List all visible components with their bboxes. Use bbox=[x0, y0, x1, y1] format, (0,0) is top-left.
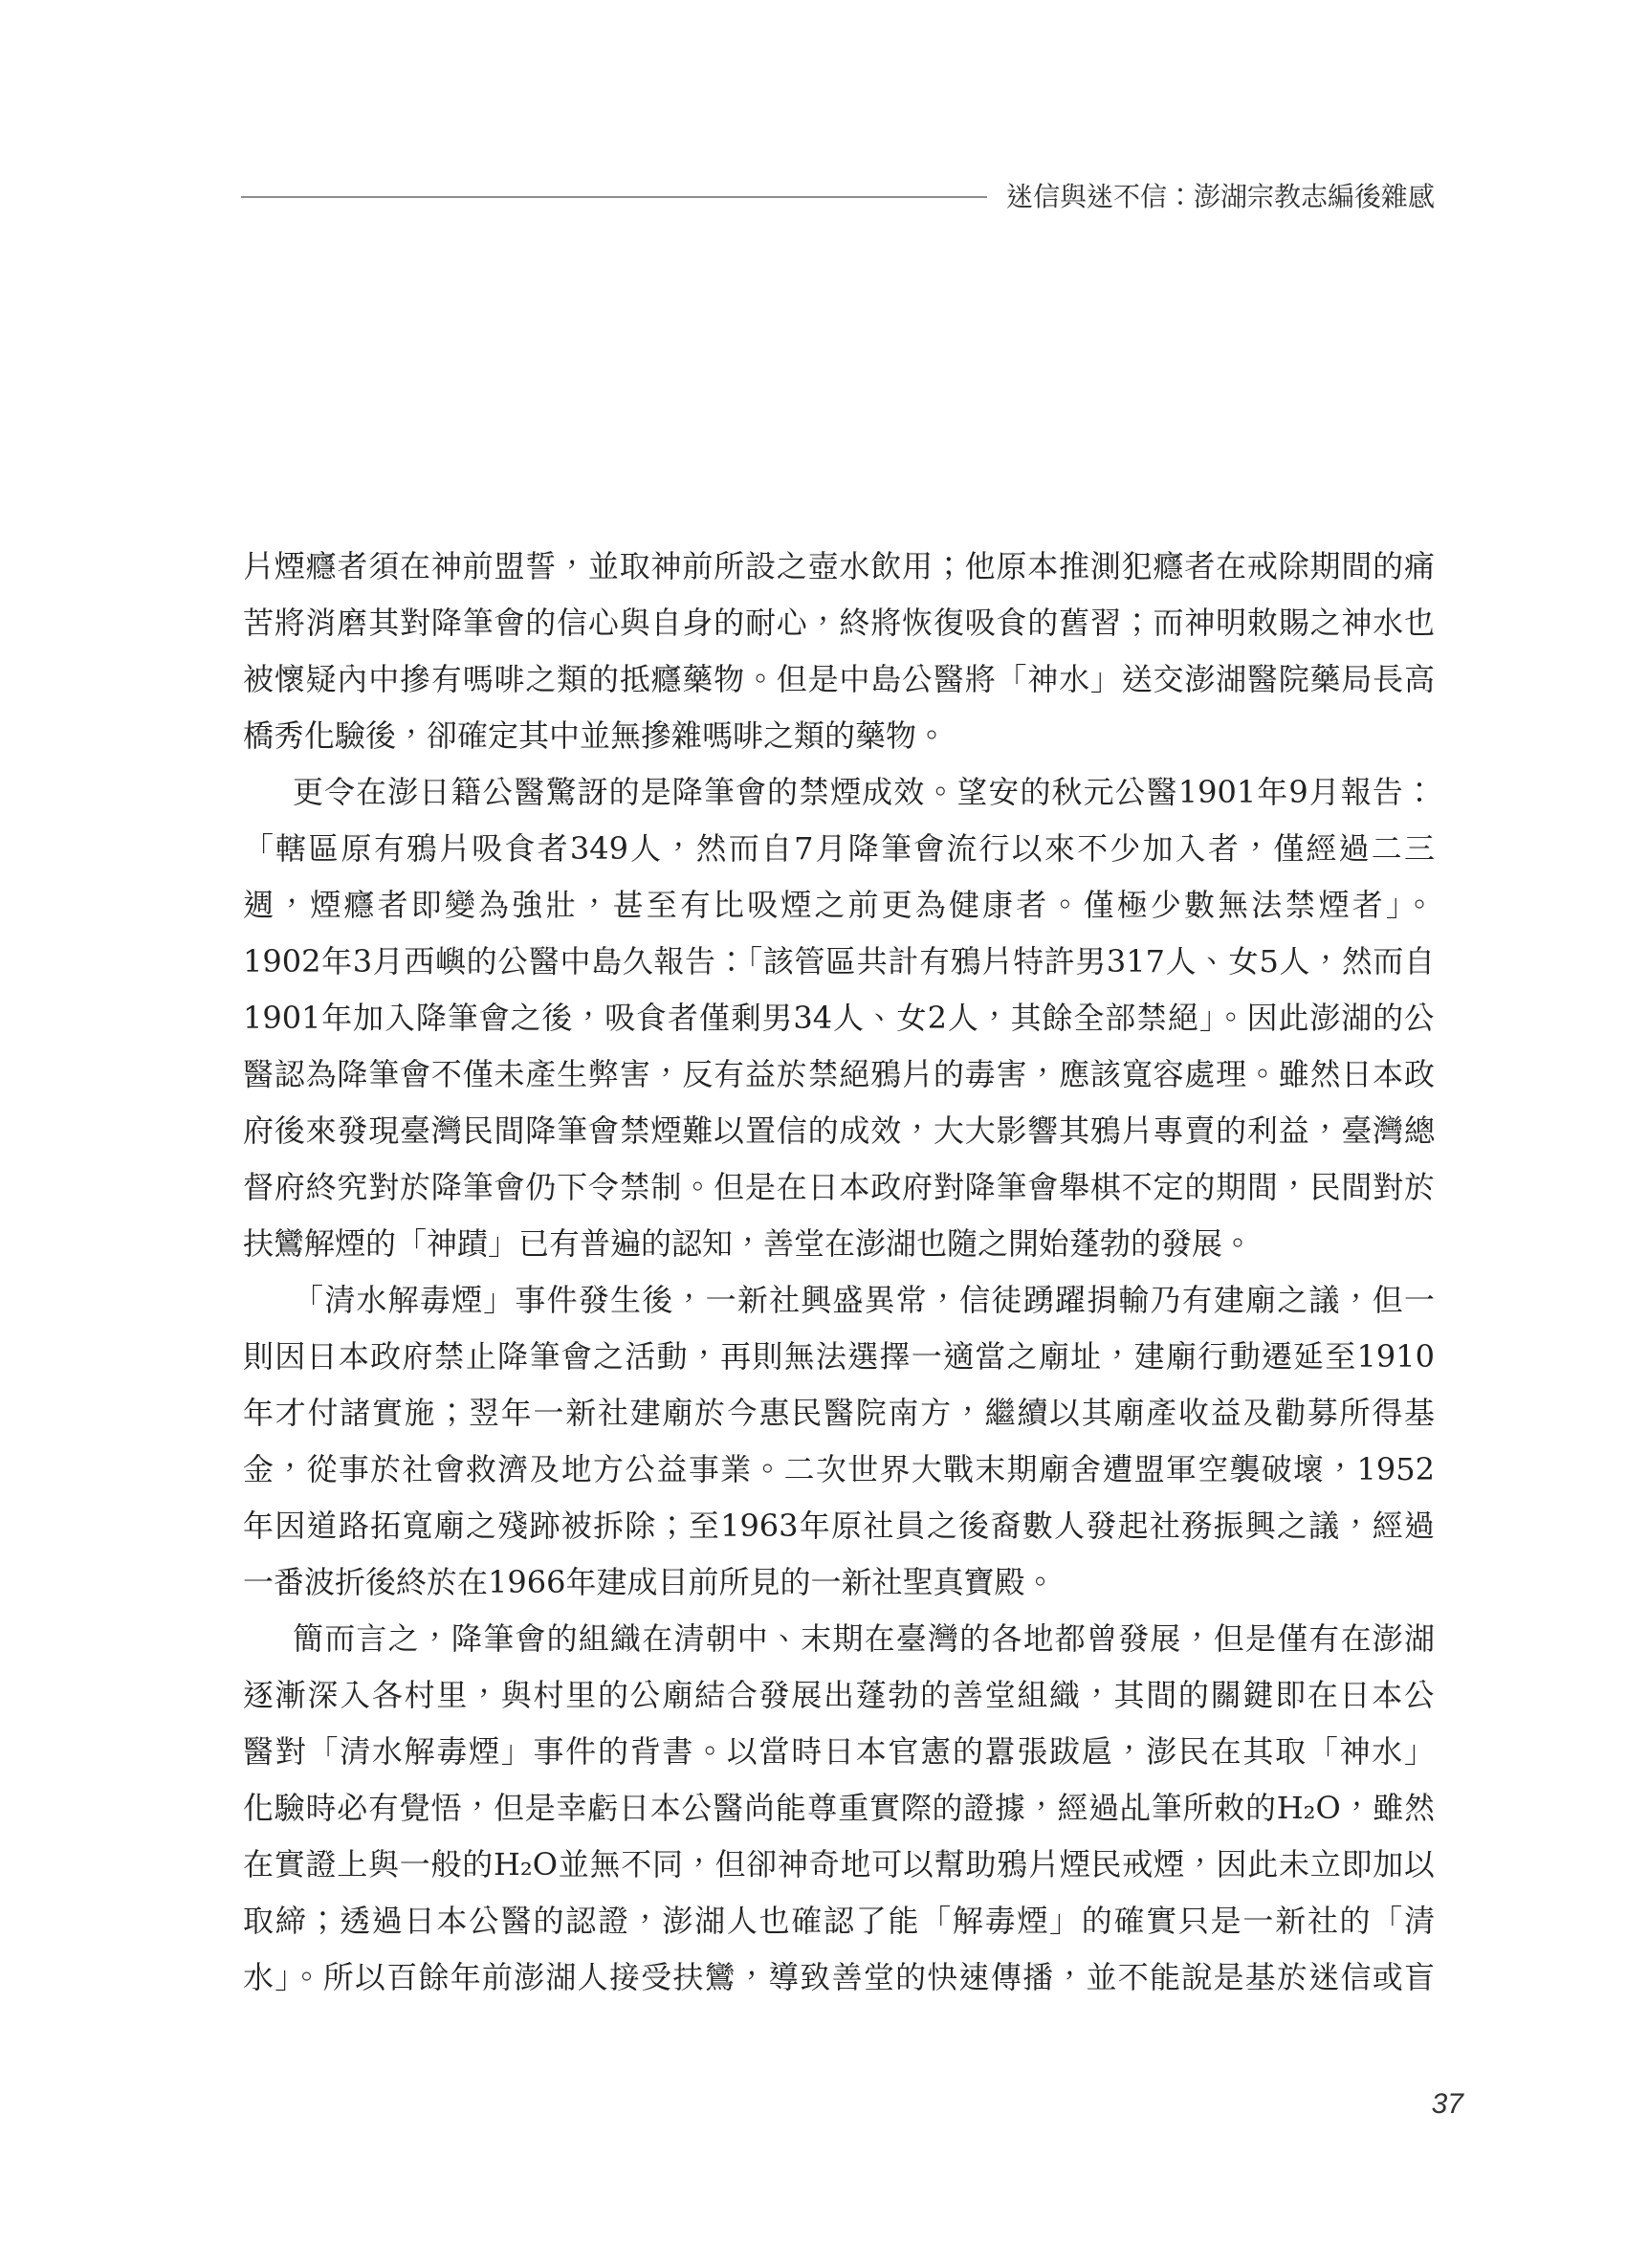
text-line: 化驗時必有覺悟，但是幸虧日本公醫尚能尊重實際的證據，經過乩筆所敕的H₂O，雖然 bbox=[243, 1790, 1435, 1826]
text-line: 年才付諸實施；翌年一新社建廟於今惠民醫院南方，繼續以其廟產收益及勸募所得基 bbox=[243, 1395, 1435, 1431]
text-line: 被懷疑內中摻有嗎啡之類的抵癮藥物。但是中島公醫將「神水」送交澎湖醫院藥局長高 bbox=[243, 661, 1435, 697]
text-line: 簡而言之，降筆會的組織在清朝中、末期在臺灣的各地都曾發展，但是僅有在澎湖 bbox=[293, 1620, 1435, 1657]
text-line: 在實證上與一般的H₂O並無不同，但卻神奇地可以幫助鴉片煙民戒煙，因此未立即加以 bbox=[243, 1846, 1435, 1883]
page-number: 37 bbox=[1431, 2088, 1463, 2120]
text-line: 醫認為降筆會不僅未產生弊害，反有益於禁絕鴉片的毒害，應該寬容處理。雖然日本政 bbox=[243, 1056, 1435, 1092]
text-line: 1902年3月西嶼的公醫中島久報告：「該管區共計有鴉片特許男317人、女5人，然而自 bbox=[243, 943, 1435, 980]
text-line: 1901年加入降筆會之後，吸食者僅剩男34人、女2人，其餘全部禁絕」。因此澎湖的公 bbox=[243, 1000, 1435, 1036]
text-line: 則因日本政府禁止降筆會之活動，再則無法選擇一適當之廟址，建廟行動遷延至1910 bbox=[243, 1338, 1435, 1375]
text-line: 取締；透過日本公醫的認證，澎湖人也確認了能「解毒煙」的確實只是一新社的「清 bbox=[243, 1903, 1435, 1939]
text-line: 片煙癮者須在神前盟誓，並取神前所設之壺水飲用；他原本推測犯癮者在戒除期間的痛 bbox=[243, 548, 1435, 584]
text-line: 督府終究對於降筆會仍下令禁制。但是在日本政府對降筆會舉棋不定的期間，民間對於 bbox=[243, 1169, 1435, 1205]
text-line: 更令在澎日籍公醫驚訝的是降筆會的禁煙成效。望安的秋元公醫1901年9月報告： bbox=[293, 774, 1435, 810]
text-line: 水」。所以百餘年前澎湖人接受扶鸞，導致善堂的快速傳播，並不能說是基於迷信或盲 bbox=[243, 1959, 1435, 1995]
text-line: 金，從事於社會救濟及地方公益事業。二次世界大戰末期廟舍遭盟軍空襲破壞，1952 bbox=[243, 1451, 1435, 1487]
text-line: 週，煙癮者即變為強壯，甚至有比吸煙之前更為健康者。僅極少數無法禁煙者」。 bbox=[243, 887, 1435, 923]
text-line: 「轄區原有鴉片吸食者349人，然而自7月降筆會流行以來不少加入者，僅經過二三 bbox=[243, 830, 1435, 867]
running-header-title: 迷信與迷不信：澎湖宗教志編後雜感 bbox=[1005, 181, 1435, 212]
paragraph bbox=[243, 1611, 1435, 2006]
text-line: 一番波折後終於在1966年建成目前所見的一新社聖真寶殿。 bbox=[243, 1564, 1056, 1600]
text-line: 「清水解毒煙」事件發生後，一新社興盛異常，信徒踴躍捐輸乃有建廟之議，但一 bbox=[293, 1282, 1435, 1318]
text-line: 逐漸深入各村里，與村里的公廟結合發展出蓬勃的善堂組織，其間的關鍵即在日本公 bbox=[243, 1677, 1435, 1713]
paragraph bbox=[243, 539, 1435, 764]
text-line: 醫對「清水解毒煙」事件的背書。以當時日本官憲的囂張跋扈，澎民在其取「神水」 bbox=[243, 1733, 1435, 1770]
header-rule bbox=[241, 196, 987, 198]
body-text bbox=[243, 539, 1435, 2006]
text-line: 扶鸞解煙的「神蹟」已有普遍的認知，善堂在澎湖也隨之開始蓬勃的發展。 bbox=[243, 1225, 1254, 1262]
text-line: 年因道路拓寬廟之殘跡被拆除；至1963年原社員之後裔數人發起社務振興之議，經過 bbox=[243, 1508, 1435, 1544]
text-line: 橋秀化驗後，卻確定其中並無摻雜嗎啡之類的藥物。 bbox=[243, 717, 948, 754]
paragraph bbox=[243, 764, 1435, 1272]
paragraph bbox=[243, 1272, 1435, 1611]
text-line: 苦將消磨其對降筆會的信心與自身的耐心，終將恢復吸食的舊習；而神明敕賜之神水也 bbox=[243, 605, 1435, 641]
text-line: 府後來發現臺灣民間降筆會禁煙難以置信的成效，大大影響其鴉片專賣的利益，臺灣總 bbox=[243, 1112, 1435, 1149]
